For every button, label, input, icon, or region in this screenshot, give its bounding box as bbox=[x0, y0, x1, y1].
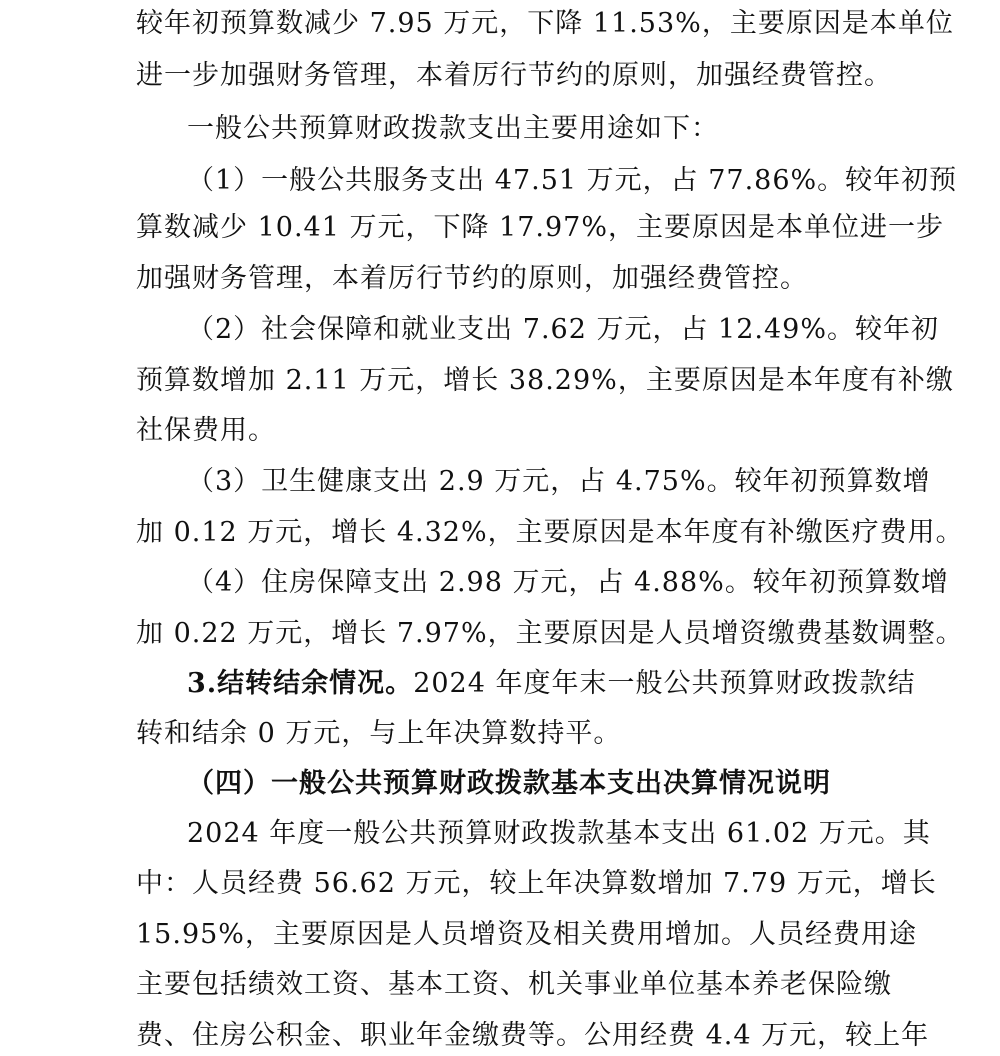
text-line: 一般公共预算财政拨款支出主要用途如下： bbox=[187, 113, 719, 144]
text-line: 中：人员经费 56.62 万元，较上年决算数增加 7.79 万元，增长 bbox=[136, 868, 937, 899]
text-line: （3）卫生健康支出 2.9 万元，占 4.75%。较年初预算数增 bbox=[187, 466, 931, 497]
text-line: 社保费用。 bbox=[136, 415, 276, 446]
text-line: 预算数增加 2.11 万元，增长 38.29%，主要原因是本年度有补缴 bbox=[136, 365, 954, 396]
text-line: 算数减少 10.41 万元，下降 17.97%，主要原因是本单位进一步 bbox=[136, 212, 944, 243]
section-3-line bbox=[187, 667, 916, 701]
text-line: 较年初预算数减少 7.95 万元，下降 11.53%，主要原因是本单位 bbox=[136, 8, 954, 39]
text-line: 加 0.12 万元，增长 4.32%，主要原因是本年度有补缴医疗费用。 bbox=[136, 517, 964, 548]
text-line: （1）一般公共服务支出 47.51 万元，占 77.86%。较年初预 bbox=[187, 165, 958, 196]
text-line: （2）社会保障和就业支出 7.62 万元，占 12.49%。较年初 bbox=[187, 314, 939, 345]
section-3-text: 年度年末一般公共预算财政拨款结 bbox=[495, 668, 916, 699]
text-line: 转和结余 0 万元，与上年决算数持平。 bbox=[136, 718, 622, 749]
text-line: （4）住房保障支出 2.98 万元，占 4.88%。较年初预算数增 bbox=[187, 567, 949, 598]
text-line: 加强财务管理，本着厉行节约的原则，加强经费管控。 bbox=[136, 263, 808, 294]
section-4-heading: （四）一般公共预算财政拨款基本支出决算情况说明 bbox=[187, 768, 831, 799]
text-line: 15.95%，主要原因是人员增资及相关费用增加。人员经费用途 bbox=[136, 919, 917, 950]
text-line: 主要包括绩效工资、基本工资、机关事业单位基本养老保险缴 bbox=[136, 969, 892, 1000]
section-3-year: 2024 bbox=[413, 668, 486, 699]
text-line: 费、住房公积金、职业年金缴费等。公用经费 4.4 万元，较上年 bbox=[136, 1020, 930, 1051]
text-line: 加 0.22 万元，增长 7.97%，主要原因是人员增资缴费基数调整。 bbox=[136, 618, 964, 649]
text-line: 进一步加强财务管理，本着厉行节约的原则，加强经费管控。 bbox=[136, 60, 892, 91]
section-3-heading: 3.结转结余情况。 bbox=[187, 668, 414, 699]
text-line: 2024 年度一般公共预算财政拨款基本支出 61.02 万元。其 bbox=[187, 818, 931, 849]
